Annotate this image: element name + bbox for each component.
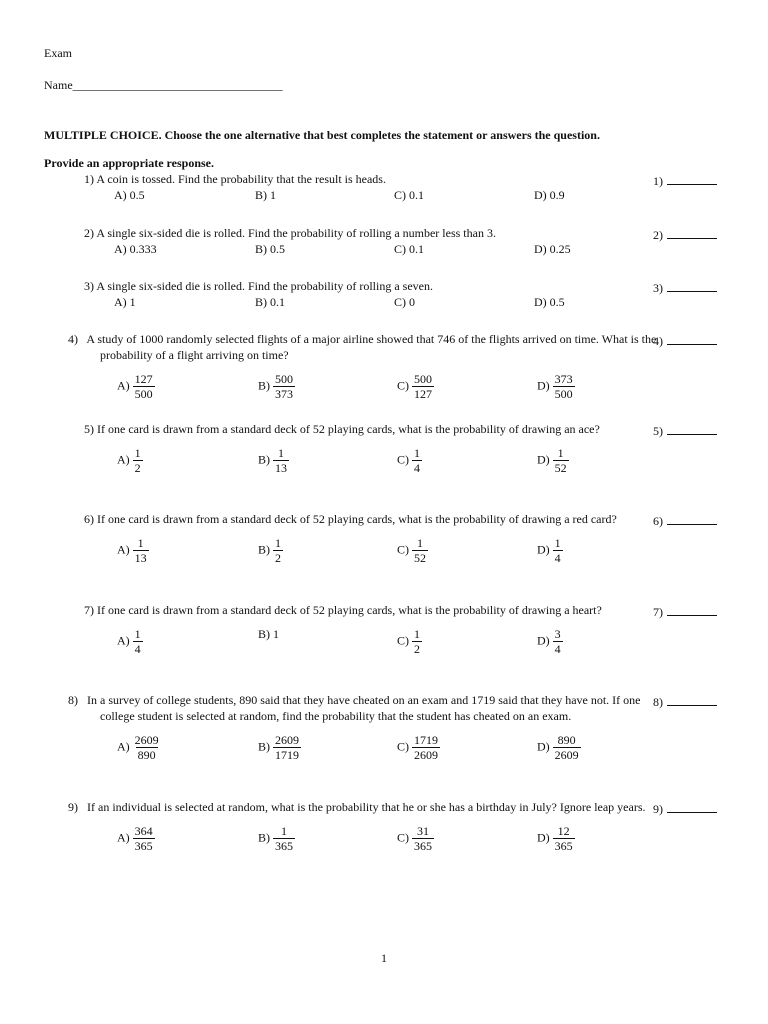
answer-line — [667, 692, 717, 706]
option-c: C) 0 — [394, 295, 415, 309]
question-text — [84, 421, 644, 437]
option-label: B) — [258, 452, 270, 467]
answer-blank — [653, 421, 717, 439]
option-label: D) — [537, 452, 550, 467]
fraction — [553, 446, 569, 475]
numerator: 1 — [137, 536, 144, 550]
denominator: 4 — [554, 551, 561, 565]
numerator: 1 — [554, 536, 561, 550]
question-number: 2) — [84, 226, 94, 240]
fraction — [553, 627, 563, 656]
denominator: 373 — [275, 387, 293, 401]
option-label: A) — [117, 452, 130, 467]
denominator: 1719 — [275, 748, 299, 762]
question-prompt: In a survey of college students, 890 said that they have cheated on an exam and 1719 said that they have not. If one college student is selected at random, find the probability that the student has cheated on an exam. — [87, 693, 641, 723]
fraction — [273, 824, 295, 853]
option-d — [537, 536, 563, 565]
question-number: 5) — [84, 422, 94, 436]
numerator: 12 — [557, 824, 570, 838]
answer-number: 9) — [653, 802, 663, 816]
denominator: 365 — [414, 839, 432, 853]
option-a — [117, 733, 161, 762]
option-a: A) 0.333 — [114, 242, 157, 256]
fraction — [412, 627, 422, 656]
numerator: 1 — [281, 824, 287, 838]
answer-number: 5) — [653, 424, 663, 438]
section-subheading: Provide an appropriate response. — [44, 156, 215, 170]
numerator: 1 — [134, 627, 141, 641]
numerator: 890 — [557, 733, 576, 747]
answer-line — [667, 511, 717, 525]
question-number: 6) — [84, 512, 94, 526]
answer-number: 2) — [653, 228, 663, 242]
answer-number: 4) — [653, 334, 663, 348]
option-a — [117, 372, 155, 401]
option-c — [397, 733, 440, 762]
answer-line — [667, 278, 717, 292]
option-label: D) — [537, 542, 550, 557]
question-text: 4) A study of 1000 randomly selected flights of a major airline showed that 746 of the flights arrived on time. What is the probability of a flight arriving on time? — [68, 332, 657, 362]
question-2 — [84, 225, 768, 259]
fraction — [133, 536, 149, 565]
answer-number: 1) — [653, 174, 663, 188]
option-row — [84, 187, 768, 205]
numerator: 3 — [554, 627, 561, 641]
option-a — [117, 536, 149, 565]
option-d — [537, 446, 569, 475]
answer-number: 6) — [653, 514, 663, 528]
question-9 — [68, 799, 768, 853]
numerator: 2609 — [134, 733, 159, 747]
option-a: A) 0.5 — [114, 188, 145, 202]
option-label: C) — [397, 452, 409, 467]
answer-line — [667, 331, 717, 345]
denominator: 500 — [554, 387, 573, 401]
question-number: 3) — [84, 279, 94, 293]
answer-number: 3) — [653, 281, 663, 295]
option-b — [258, 733, 301, 762]
option-label: C) — [397, 378, 409, 393]
answer-line — [667, 225, 717, 239]
option-a — [117, 824, 155, 853]
denominator: 52 — [414, 551, 426, 565]
fraction — [553, 536, 563, 565]
denominator: 2 — [414, 642, 420, 656]
option-d — [537, 627, 563, 656]
option-label: A) — [117, 542, 130, 557]
option-d: D) 0.9 — [534, 188, 565, 202]
fraction — [412, 446, 422, 475]
question-text: 9) If an individual is selected at random, what is the probability that he or she has a birthday in July? Ignore leap years. — [68, 800, 646, 814]
option-label: D) — [537, 378, 550, 393]
denominator: 13 — [134, 551, 147, 565]
fraction — [273, 536, 283, 565]
numerator: 500 — [414, 372, 432, 386]
question-6 — [84, 511, 768, 565]
option-b: B) 0.5 — [255, 242, 285, 256]
name-field: Name___________________________________ — [44, 78, 283, 92]
fraction — [133, 627, 143, 656]
question-text — [84, 225, 644, 241]
option-label: C) — [397, 542, 409, 557]
denominator: 365 — [554, 839, 573, 853]
option-label: A) — [117, 830, 130, 845]
question-prompt: A single six-sided die is rolled. Find the probability of rolling a seven. — [96, 279, 433, 293]
option-b — [258, 536, 283, 565]
fraction — [553, 824, 575, 853]
question-5 — [84, 421, 768, 475]
exam-title: Exam — [44, 46, 72, 60]
denominator: 2609 — [414, 748, 438, 762]
numerator: 1 — [275, 536, 281, 550]
fraction — [553, 733, 581, 762]
option-c — [397, 824, 434, 853]
numerator: 1719 — [414, 733, 438, 747]
fraction — [412, 372, 434, 401]
option-b: B) 1 — [255, 188, 276, 202]
option-c — [397, 627, 422, 656]
option-row — [84, 294, 768, 312]
numerator: 1 — [557, 446, 564, 460]
answer-line — [667, 799, 717, 813]
option-b — [258, 372, 295, 401]
denominator: 4 — [134, 642, 141, 656]
numerator: 373 — [554, 372, 573, 386]
option-label: C) — [397, 830, 409, 845]
fraction — [412, 733, 440, 762]
option-b: B) 0.1 — [255, 295, 285, 309]
option-c: C) 0.1 — [394, 188, 424, 202]
numerator: 2609 — [275, 733, 299, 747]
denominator: 4 — [414, 461, 420, 475]
answer-number: 8) — [653, 695, 663, 709]
answer-blank — [653, 692, 717, 710]
question-prompt: If one card is drawn from a standard deck of 52 playing cards, what is the probability of drawing an ace? — [97, 422, 600, 436]
option-label: A) — [117, 739, 130, 754]
numerator: 1 — [134, 446, 141, 460]
fraction — [133, 824, 155, 853]
question-text — [84, 278, 644, 294]
fraction — [133, 446, 143, 475]
question-3 — [84, 278, 768, 312]
denominator: 500 — [134, 387, 153, 401]
question-text — [84, 511, 644, 527]
denominator: 13 — [275, 461, 287, 475]
denominator: 52 — [554, 461, 567, 475]
denominator: 2 — [134, 461, 141, 475]
numerator: 1 — [278, 446, 284, 460]
option-a — [117, 627, 143, 656]
answer-blank — [653, 511, 717, 529]
fraction — [412, 824, 434, 853]
option-label: D) — [537, 830, 550, 845]
option-c — [397, 536, 428, 565]
option-d: D) 0.25 — [534, 242, 571, 256]
option-label: D) — [537, 739, 550, 754]
option-label: A) — [117, 633, 130, 648]
option-c — [397, 446, 422, 475]
question-8 — [68, 692, 768, 762]
option-label: C) — [397, 633, 409, 648]
option-b — [258, 824, 295, 853]
option-d — [537, 733, 581, 762]
question-1 — [84, 171, 768, 205]
answer-blank — [653, 331, 717, 349]
numerator: 1 — [414, 446, 420, 460]
answer-line — [667, 421, 717, 435]
question-number: 1) — [84, 172, 94, 186]
section-heading: MULTIPLE CHOICE. Choose the one alternative that best completes the statement or answers the question. — [44, 128, 600, 142]
option-d — [537, 824, 575, 853]
question-prompt: A study of 1000 randomly selected flights of a major airline showed that 746 of the flights arrived on time. What is the probability of a flight arriving on time? — [86, 332, 657, 362]
question-7 — [84, 602, 768, 656]
answer-blank — [653, 602, 717, 620]
denominator: 890 — [137, 748, 156, 762]
option-b: B) 1 — [258, 627, 279, 641]
question-prompt: A coin is tossed. Find the probability that the result is heads. — [96, 172, 386, 186]
question-prompt: If an individual is selected at random, what is the probability that he or she has a birthday in July? Ignore leap years. — [87, 800, 646, 814]
option-row — [84, 241, 768, 259]
fraction — [412, 536, 428, 565]
question-prompt: If one card is drawn from a standard deck of 52 playing cards, what is the probability of drawing a red card? — [97, 512, 617, 526]
option-label: D) — [537, 633, 550, 648]
answer-blank — [653, 799, 717, 817]
answer-line — [667, 171, 717, 185]
option-label: B) — [258, 830, 270, 845]
denominator: 2609 — [554, 748, 579, 762]
option-a: A) 1 — [114, 295, 136, 309]
question-text: 8) In a survey of college students, 890 said that they have cheated on an exam and 1719 said that they have not. If one college student is selected at random, find the probability that the student has cheated on an exam. — [68, 693, 641, 723]
option-b — [258, 446, 289, 475]
question-text — [84, 602, 644, 618]
answer-number: 7) — [653, 605, 663, 619]
option-d — [537, 372, 575, 401]
option-label: B) — [258, 542, 270, 557]
question-text — [84, 171, 644, 187]
option-label: B) — [258, 378, 270, 393]
denominator: 365 — [275, 839, 293, 853]
fraction — [273, 446, 289, 475]
numerator: 127 — [134, 372, 153, 386]
numerator: 1 — [417, 536, 423, 550]
denominator: 127 — [414, 387, 432, 401]
option-label: A) — [117, 378, 130, 393]
denominator: 4 — [554, 642, 561, 656]
option-label: B) — [258, 739, 270, 754]
option-a — [117, 446, 143, 475]
numerator: 1 — [414, 627, 420, 641]
fraction — [273, 372, 295, 401]
numerator: 500 — [275, 372, 293, 386]
option-c: C) 0.1 — [394, 242, 424, 256]
option-c — [397, 372, 434, 401]
numerator: 31 — [417, 824, 429, 838]
denominator: 2 — [275, 551, 281, 565]
page-number: 1 — [381, 951, 387, 965]
option-d: D) 0.5 — [534, 295, 565, 309]
answer-line — [667, 602, 717, 616]
fraction — [553, 372, 575, 401]
option-label: C) — [397, 739, 409, 754]
fraction — [273, 733, 301, 762]
question-4 — [68, 331, 768, 401]
fraction — [133, 372, 155, 401]
denominator: 365 — [134, 839, 153, 853]
question-prompt: A single six-sided die is rolled. Find the probability of rolling a number less than 3. — [96, 226, 496, 240]
question-number: 7) — [84, 603, 94, 617]
fraction — [133, 733, 161, 762]
question-prompt: If one card is drawn from a standard deck of 52 playing cards, what is the probability of drawing a heart? — [97, 603, 602, 617]
numerator: 364 — [134, 824, 153, 838]
